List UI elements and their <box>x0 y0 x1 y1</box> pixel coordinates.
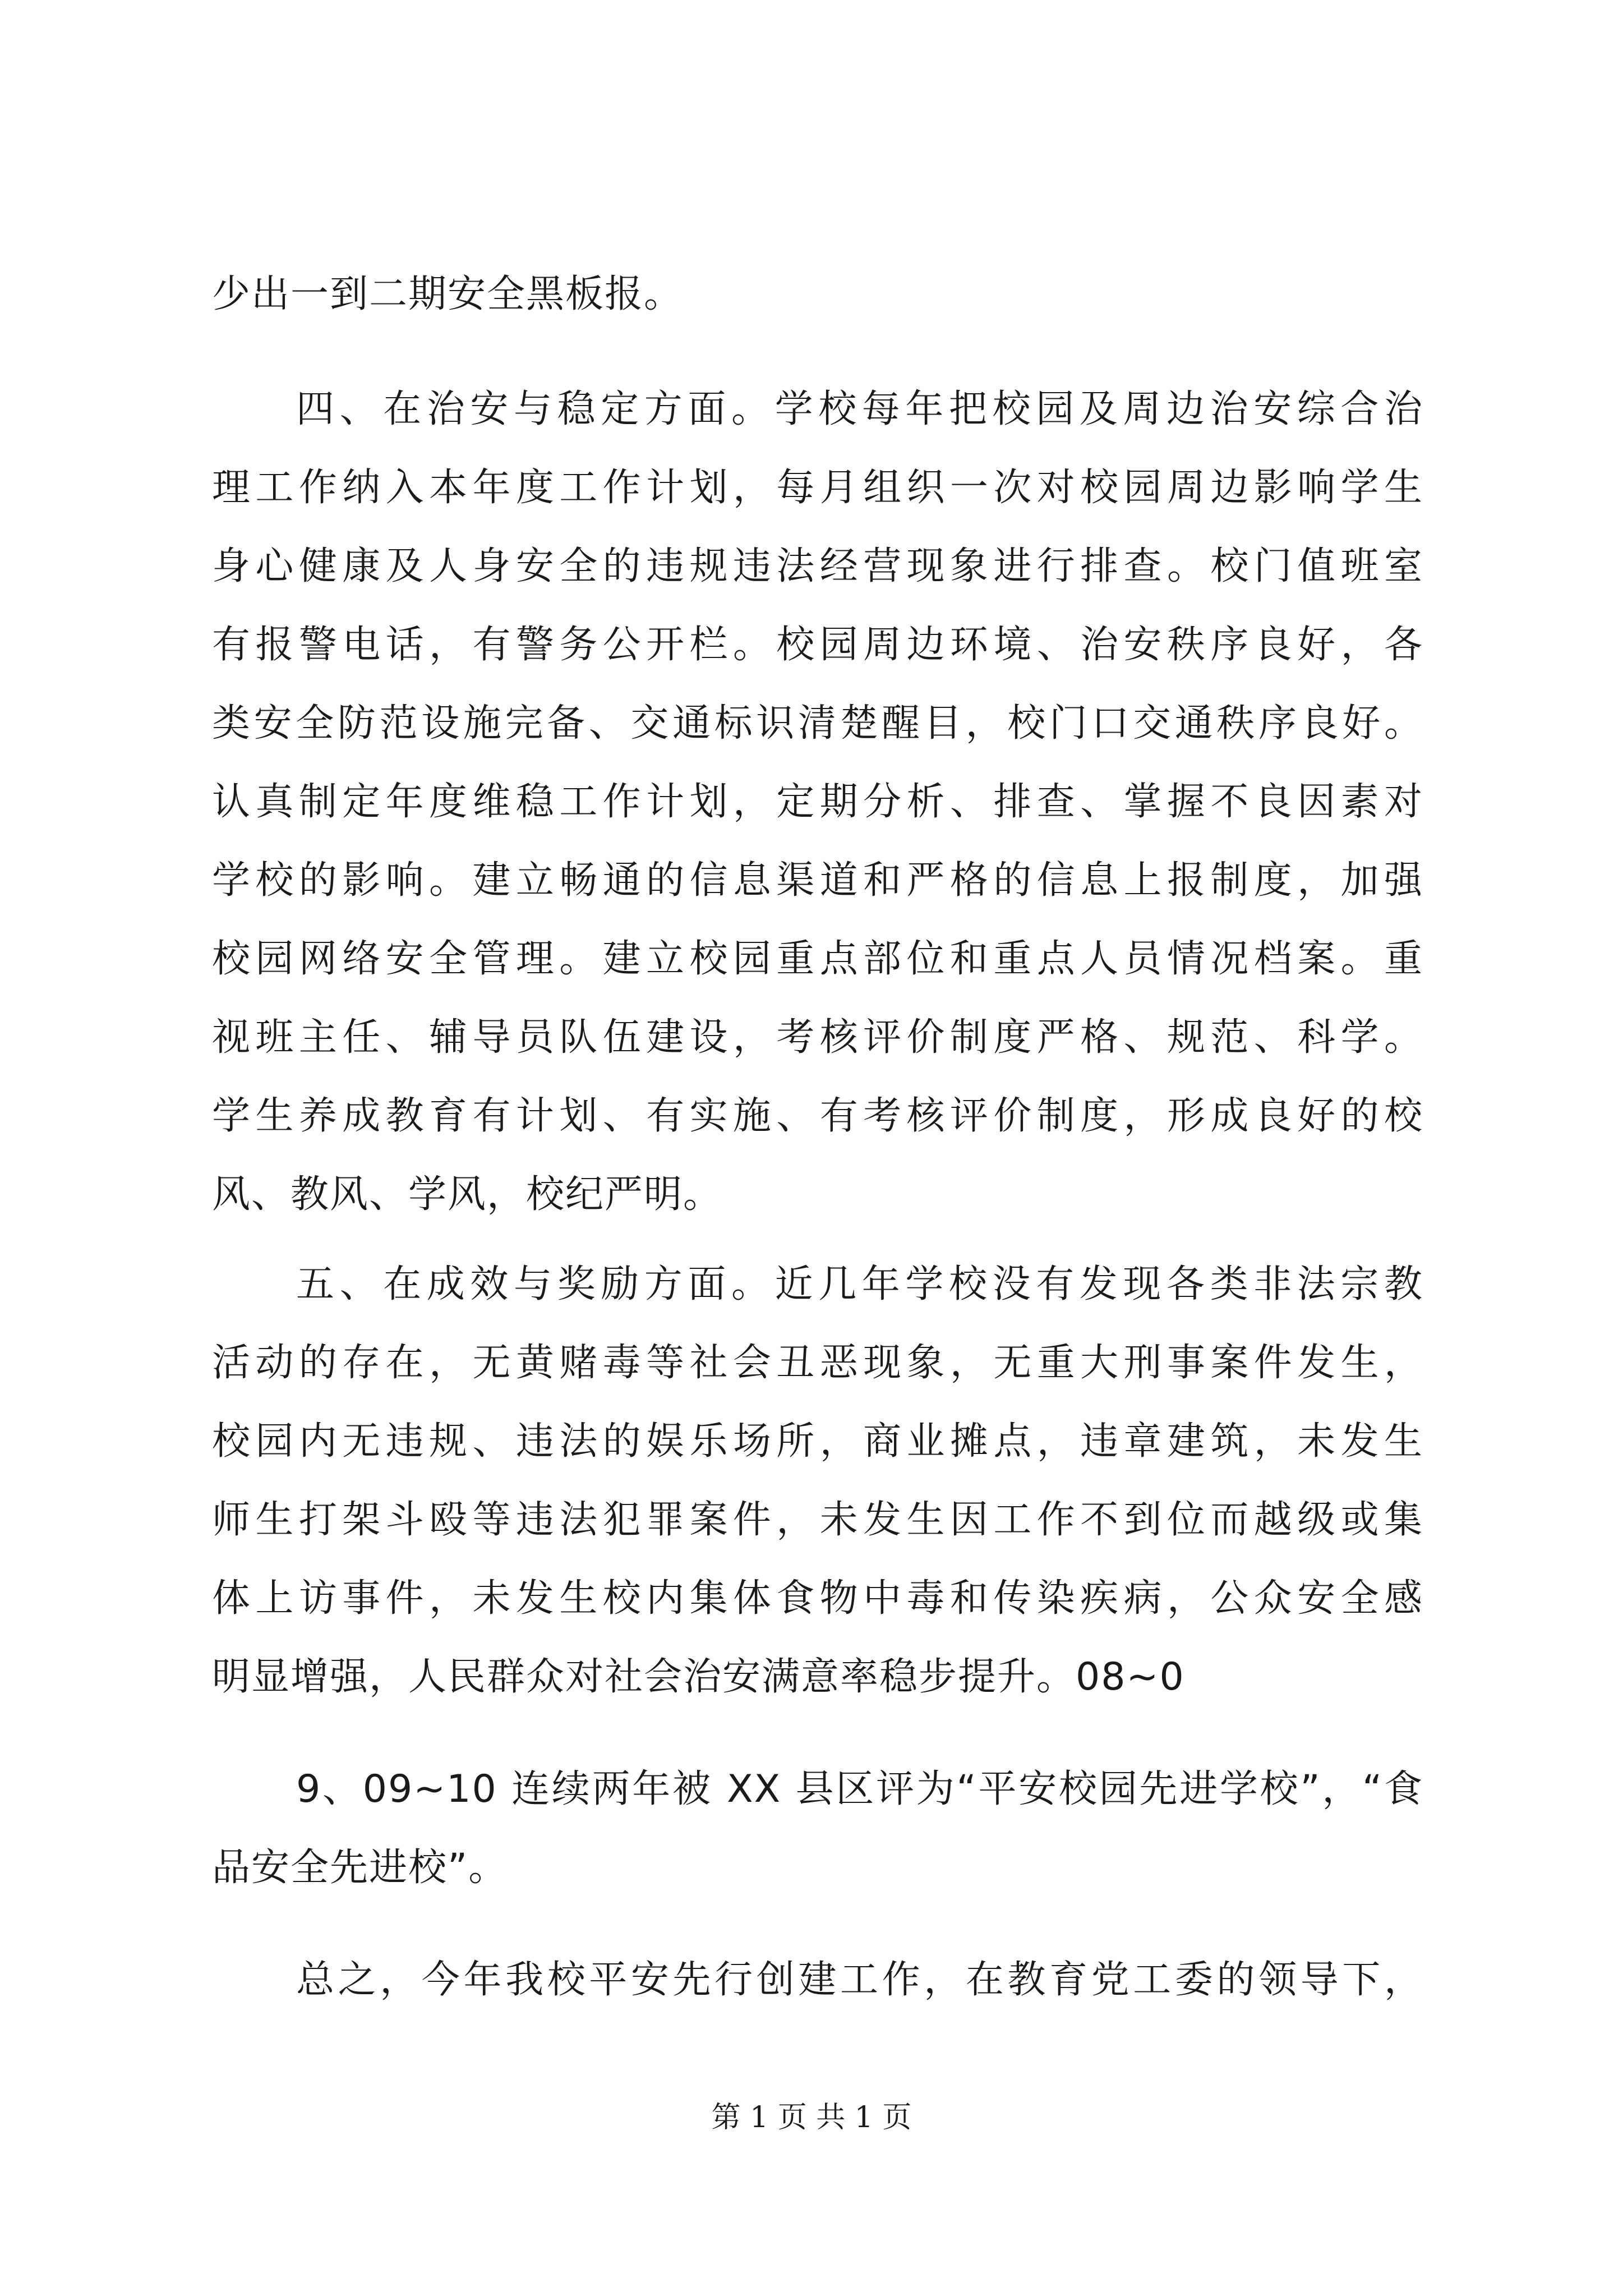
text-line-7: 认真制定年度维稳工作计划，定期分析、排查、掌握不良因素对 <box>212 780 1423 824</box>
text-line-17: 体上访事件，未发生校内集体食物中毒和传染疾病，公众安全感 <box>212 1576 1423 1621</box>
text-line-16: 师生打架斗殴等违法犯罪案件，未发生因工作不到位而越级或集 <box>212 1498 1423 1542</box>
text-line-5: 有报警电话，有警务公开栏。校园周边环境、治安秩序良好，各 <box>212 623 1423 667</box>
text-line-12: 风、教风、学风，校纪严明。 <box>212 1172 723 1217</box>
text-line-19: 9、09~10 连续两年被 XX 县区评为“平安校园先进学校”，“食 <box>296 1767 1423 1811</box>
text-line-20: 品安全先进校”。 <box>212 1846 508 1890</box>
text-line-9: 校园网络安全管理。建立校园重点部位和重点人员情况档案。重 <box>212 937 1423 981</box>
text-line-1: 少出一到二期安全黑板报。 <box>212 272 684 316</box>
text-line-13: 五、在成效与奖励方面。近几年学校没有发现各类非法宗教 <box>296 1262 1423 1306</box>
text-line-4: 身心健康及人身安全的违规违法经营现象进行排查。校门值班室 <box>212 544 1423 588</box>
text-line-21: 总之，今年我校平安先行创建工作，在教育党工委的领导下， <box>296 1958 1423 2002</box>
text-line-3: 理工作纳入本年度工作计划，每月组织一次对校园周边影响学生 <box>212 466 1423 510</box>
text-line-14: 活动的存在，无黄赌毒等社会丑恶现象，无重大刑事案件发生， <box>212 1341 1423 1385</box>
page-footer: 第 1 页 共 1 页 <box>711 2101 912 2134</box>
text-line-10: 视班主任、辅导员队伍建设，考核评价制度严格、规范、科学。 <box>212 1015 1423 1060</box>
text-line-11: 学生养成教育有计划、有实施、有考核评价制度，形成良好的校 <box>212 1094 1423 1138</box>
text-line-8: 学校的影响。建立畅通的信息渠道和严格的信息上报制度，加强 <box>212 858 1423 903</box>
text-line-15: 校园内无违规、违法的娱乐场所，商业摊点，违章建筑，未发生 <box>212 1419 1423 1464</box>
text-line-18: 明显增强，人民群众对社会治安满意率稳步提升。08~0 <box>212 1655 1185 1699</box>
text-line-2: 四、在治安与稳定方面。学校每年把校园及周边治安综合治 <box>296 387 1423 431</box>
text-line-6: 类安全防范设施完备、交通标识清楚醒目，校门口交通秩序良好。 <box>212 701 1423 746</box>
